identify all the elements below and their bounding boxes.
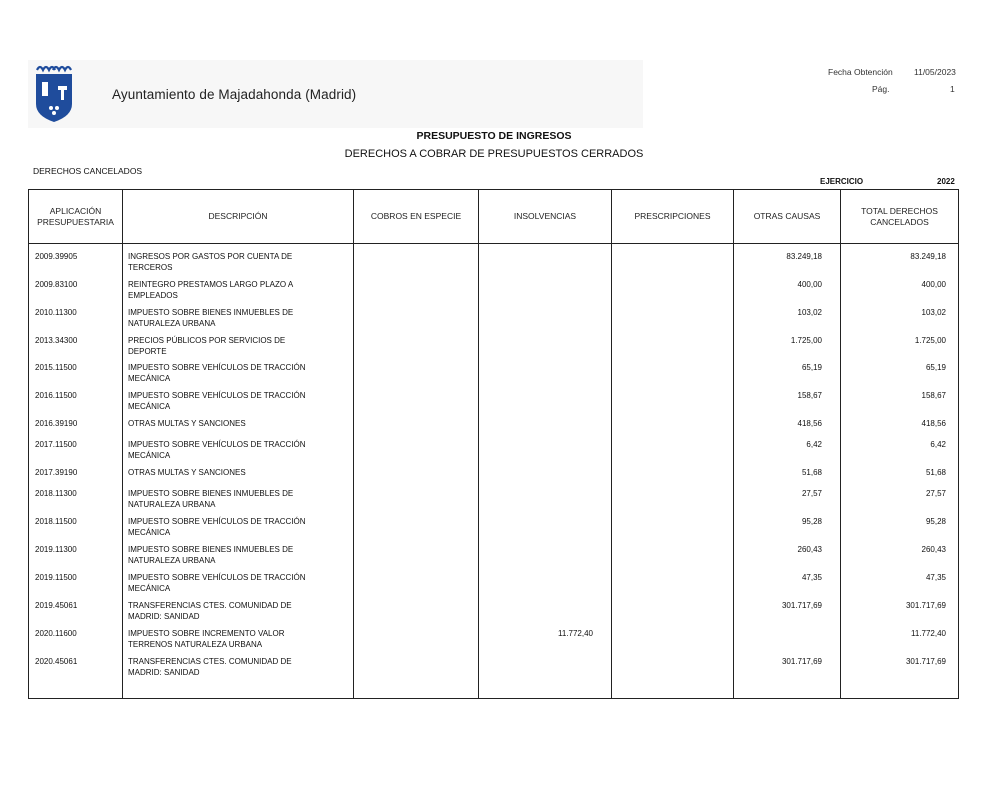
row-code: 2018.11300 — [35, 489, 77, 498]
header-otras-causas: OTRAS CAUSAS — [753, 211, 821, 221]
row-total: 1.725,00 — [914, 336, 946, 345]
row-code: 2019.11300 — [35, 545, 77, 554]
row-code: 2009.39905 — [35, 252, 78, 261]
ejercicio-label: EJERCICIO — [820, 177, 864, 186]
row-otras-causas: 27,57 — [801, 489, 822, 498]
report-title: PRESUPUESTO DE INGRESOS — [416, 130, 572, 142]
row-code: 2016.39190 — [35, 419, 78, 428]
page-value: 1 — [950, 84, 955, 94]
row-total: 47,35 — [925, 573, 946, 582]
row-otras-causas: 301.717,69 — [781, 657, 822, 666]
cancelled-rights-table — [28, 189, 959, 699]
header-aplicacion: APLICACIÓN PRESUPUESTARIA — [37, 205, 114, 227]
row-description: IMPUESTO SOBRE INCREMENTO VALOR TERRENOS NATURALEZA URBANA — [128, 629, 285, 649]
row-otras-causas: 103,02 — [797, 308, 822, 317]
row-description: IMPUESTO SOBRE VEHÍCULOS DE TRACCIÓN MECÁNICA — [128, 573, 306, 593]
row-total: 95,28 — [925, 517, 946, 526]
row-description: IMPUESTO SOBRE VEHÍCULOS DE TRACCIÓN MECÁNICA — [128, 363, 306, 383]
section-label: DERECHOS CANCELADOS — [33, 166, 143, 176]
row-total: 400,00 — [921, 280, 946, 289]
fecha-value: 11/05/2023 — [914, 67, 956, 77]
row-otras-causas: 301.717,69 — [781, 601, 822, 610]
row-otras-causas: 260,43 — [797, 545, 822, 554]
row-otras-causas: 400,00 — [797, 280, 822, 289]
row-description: INGRESOS POR GASTOS POR CUENTA DE TERCEROS — [128, 252, 293, 272]
row-total: 27,57 — [925, 489, 946, 498]
row-total: 51,68 — [925, 468, 946, 477]
row-otras-causas: 158,67 — [797, 391, 822, 400]
header-prescripciones: PRESCRIPCIONES — [634, 211, 711, 221]
row-total: 6,42 — [930, 440, 946, 449]
column-divider — [353, 190, 354, 698]
row-code: 2010.11300 — [35, 308, 77, 317]
row-otras-causas: 65,19 — [801, 363, 822, 372]
row-otras-causas: 51,68 — [801, 468, 822, 477]
row-description: TRANSFERENCIAS CTES. COMUNIDAD DE MADRID: SANIDAD — [128, 657, 292, 677]
row-description: IMPUESTO SOBRE VEHÍCULOS DE TRACCIÓN MECÁNICA — [128, 517, 306, 537]
row-code: 2019.45061 — [35, 601, 78, 610]
column-divider — [478, 190, 479, 698]
row-total: 83.249,18 — [910, 252, 946, 261]
row-otras-causas: 95,28 — [801, 517, 822, 526]
row-total: 260,43 — [921, 545, 946, 554]
row-description: OTRAS MULTAS Y SANCIONES — [128, 468, 246, 477]
row-code: 2017.39190 — [35, 468, 78, 477]
header-insolvencias: INSOLVENCIAS — [513, 211, 577, 221]
fecha-label: Fecha Obtención — [828, 67, 893, 77]
row-otras-causas: 83.249,18 — [786, 252, 822, 261]
row-description: IMPUESTO SOBRE VEHÍCULOS DE TRACCIÓN MECÁNICA — [128, 391, 306, 411]
row-code: 2018.11500 — [35, 517, 77, 526]
row-code: 2017.11500 — [35, 440, 77, 449]
header-divider — [29, 243, 958, 244]
row-code: 2020.45061 — [35, 657, 78, 666]
row-code: 2016.11500 — [35, 391, 77, 400]
header-cobros-especie: COBROS EN ESPECIE — [370, 211, 462, 221]
row-description: IMPUESTO SOBRE BIENES INMUEBLES DE NATURALEZA URBANA — [128, 308, 294, 328]
municipal-shield-logo — [33, 60, 75, 128]
header-descripcion: DESCRIPCIÓN — [208, 211, 268, 221]
row-otras-causas: 47,35 — [801, 573, 822, 582]
row-total: 158,67 — [921, 391, 946, 400]
row-code: 2020.11600 — [35, 629, 77, 638]
column-divider — [122, 190, 123, 698]
row-code: 2013.34300 — [35, 336, 78, 345]
row-total: 418,56 — [921, 419, 946, 428]
ejercicio-value: 2022 — [937, 177, 955, 186]
report-subtitle: DERECHOS A COBRAR DE PRESUPUESTOS CERRADOS — [344, 148, 644, 160]
row-description: OTRAS MULTAS Y SANCIONES — [128, 419, 246, 428]
row-total: 65,19 — [925, 363, 946, 372]
row-description: IMPUESTO SOBRE BIENES INMUEBLES DE NATURALEZA URBANA — [128, 489, 294, 509]
row-total: 301.717,69 — [905, 657, 946, 666]
row-description: IMPUESTO SOBRE BIENES INMUEBLES DE NATURALEZA URBANA — [128, 545, 294, 565]
row-description: REINTEGRO PRESTAMOS LARGO PLAZO A EMPLEADOS — [128, 280, 294, 300]
header-total: TOTAL DERECHOS CANCELADOS — [861, 205, 938, 227]
row-total: 103,02 — [921, 308, 946, 317]
row-code: 2015.11500 — [35, 363, 77, 372]
row-description: IMPUESTO SOBRE VEHÍCULOS DE TRACCIÓN MECÁNICA — [128, 440, 306, 460]
row-insolvencias: 11.772,40 — [558, 629, 593, 638]
column-divider — [733, 190, 734, 698]
row-code: 2019.11500 — [35, 573, 77, 582]
column-divider — [611, 190, 612, 698]
row-otras-causas: 6,42 — [806, 440, 822, 449]
organization-name: Ayuntamiento de Majadahonda (Madrid) — [112, 87, 357, 102]
row-description: PRECIOS PÚBLICOS POR SERVICIOS DE DEPORTE — [128, 336, 286, 356]
page-label: Pág. — [872, 84, 890, 94]
row-otras-causas: 418,56 — [797, 419, 822, 428]
row-total: 301.717,69 — [905, 601, 946, 610]
row-total: 11.772,40 — [911, 629, 946, 638]
row-otras-causas: 1.725,00 — [790, 336, 822, 345]
row-description: TRANSFERENCIAS CTES. COMUNIDAD DE MADRID: SANIDAD — [128, 601, 292, 621]
row-code: 2009.83100 — [35, 280, 78, 289]
